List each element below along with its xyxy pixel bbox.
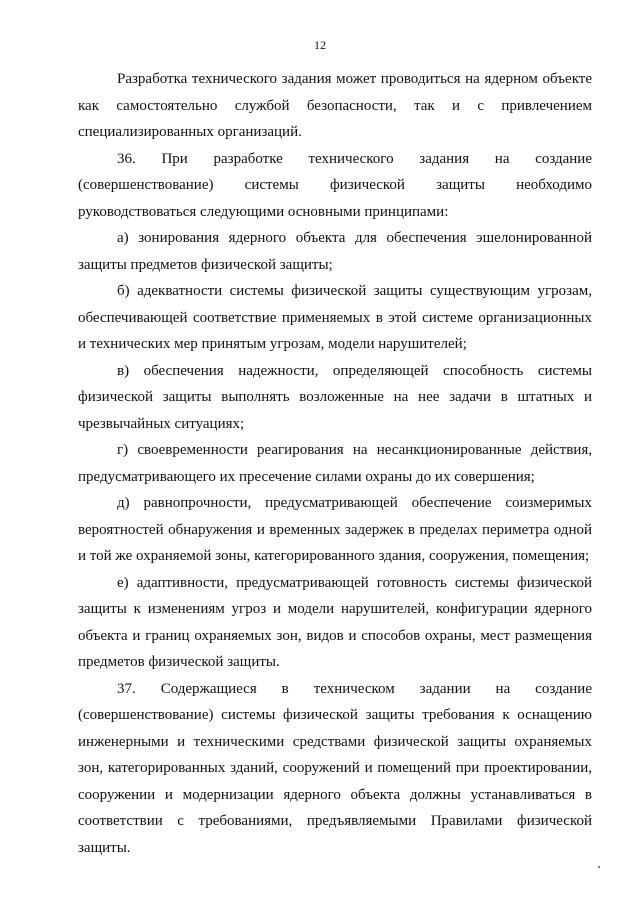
- list-item-d: д) равнопрочности, предусматривающей обеспечение соизмеримых вероятностей обнаружения и временных задержек в пределах периметра одной и той же охраняемой зоны, категорированного здания, сооружения, помещения;: [78, 495, 592, 564]
- document-body: [78, 66, 592, 861]
- list-item-g: г) своевременности реагирования на несанкционированные действия, предусматривающего их пресечение силами охраны до их совершения;: [78, 442, 592, 485]
- list-item-v: в) обеспечения надежности, определяющей способность системы физической защиты выполнять возложенные на нее задачи в штатных и чрезвычайных ситуациях;: [78, 362, 592, 432]
- list-item-a: а) зонирования ядерного объекта для обеспечения эшелонированной защиты предметов физической защиты;: [78, 230, 592, 273]
- scan-speck: [598, 866, 600, 868]
- list-item-b: б) адекватности системы физической защиты существующим угрозам, обеспечивающей соответствие применяемых в этой системе организационных и технических мер принятым угрозам, модели нарушителей;: [78, 283, 592, 352]
- paragraph-development-intro: Разработка технического задания может проводиться на ядерном объекте как самостоятельно службой безопасности, так и с привлечением специализированных организаций.: [78, 71, 592, 140]
- page-number: 12: [314, 38, 326, 52]
- list-item-e: е) адаптивности, предусматривающей готовность системы физической защиты к изменениям угроз и модели нарушителей, конфигурации ядерного объекта и границ охраняемых зон, видов и способов охраны, мест размещения предметов физической защиты.: [78, 574, 592, 670]
- paragraph-36: 36. При разработке технического задания на создание (совершенствование) системы физической защиты необходимо руководствоваться следующими основными принципами:: [78, 150, 592, 220]
- paragraph-37: 37. Содержащиеся в техническом задании на создание (совершенствование) системы физической защиты требования к оснащению инженерными и техническими средствами физической защиты охраняемых зон, категорированных зданий, сооружений и помещений при проектировании, сооружении и модернизации ядерного объекта должны устанавливаться в соответствии с требованиями, предъявляемыми Правилами физической защиты.: [78, 680, 592, 856]
